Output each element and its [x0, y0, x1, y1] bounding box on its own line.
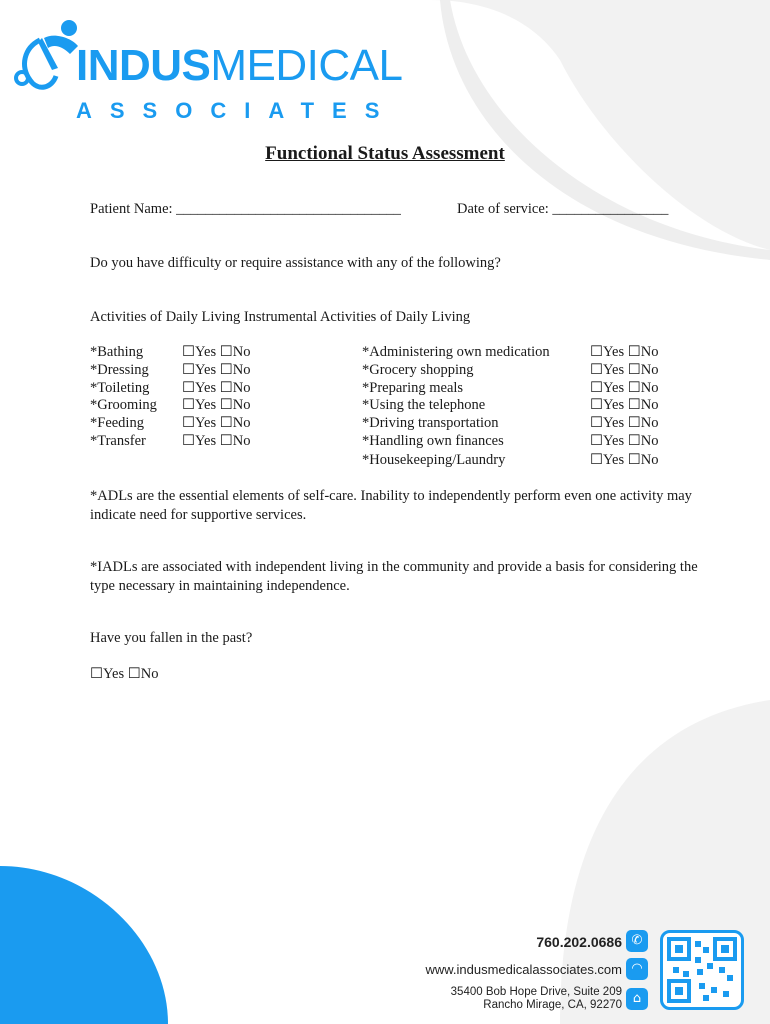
iadl-checkbox[interactable]: ☐Yes ☐No	[590, 380, 659, 396]
wifi-icon: ◠	[626, 958, 648, 980]
website-link[interactable]: www.indusmedicalassociates.com	[425, 962, 622, 977]
page-title: Functional Status Assessment	[265, 143, 505, 164]
iadl-checkbox[interactable]: ☐Yes ☐No	[590, 362, 659, 378]
iadl-label: *Housekeeping/Laundry	[362, 452, 506, 468]
address-line1: 35400 Bob Hope Drive, Suite 209	[450, 986, 622, 998]
iadl-label: *Administering own medication	[362, 344, 550, 360]
adl-label: *Toileting	[90, 380, 150, 396]
iadl-label: *Using the telephone	[362, 397, 486, 413]
fall-checkbox[interactable]: ☐Yes ☐No	[90, 666, 159, 682]
patient-name-field[interactable]: Patient Name: _______________________________	[90, 201, 401, 217]
iadl-note: *IADLs are associated with independent living in the community and provide a basis for considering the type necessary in maintaining independence.	[90, 559, 698, 594]
adl-label: *Bathing	[90, 344, 144, 360]
iadl-label: *Preparing meals	[362, 380, 464, 396]
address-line2: Rancho Mirage, CA, 92270	[483, 999, 622, 1011]
date-of-service-field[interactable]: Date of service: ________________	[457, 201, 669, 217]
iadl-checkbox[interactable]: ☐Yes ☐No	[590, 433, 659, 449]
fall-question: Have you fallen in the past?	[90, 630, 253, 646]
home-icon: ⌂	[626, 988, 648, 1010]
difficulty-question: Do you have difficulty or require assistance with any of the following?	[90, 255, 501, 271]
company-logo	[14, 18, 404, 123]
iadl-checkbox[interactable]: ☐Yes ☐No	[590, 452, 659, 468]
iadl-checkbox[interactable]: ☐Yes ☐No	[590, 344, 659, 360]
iadl-label: *Grocery shopping	[362, 362, 474, 378]
adl-label: *Grooming	[90, 397, 157, 413]
adl-checkbox[interactable]: ☐Yes ☐No	[182, 344, 251, 360]
adl-checkbox[interactable]: ☐Yes ☐No	[182, 362, 251, 378]
iadl-checkbox[interactable]: ☐Yes ☐No	[590, 415, 659, 431]
adl-label: *Dressing	[90, 362, 149, 378]
adl-label: *Feeding	[90, 415, 144, 431]
adl-checkbox[interactable]: ☐Yes ☐No	[182, 433, 251, 449]
logo-wordmark: INDUSMEDICAL	[76, 41, 403, 90]
iadl-label: *Driving transportation	[362, 415, 499, 431]
adl-label: *Transfer	[90, 433, 146, 449]
adl-note: *ADLs are the essential elements of self-care. Inability to independently perform even one activity may indicate need for supportive services.	[90, 488, 692, 523]
qr-code	[660, 930, 744, 1010]
logo-subtitle: ASSOCIATES	[76, 98, 398, 123]
stethoscope-icon	[14, 18, 84, 108]
iadl-checkbox[interactable]: ☐Yes ☐No	[590, 397, 659, 413]
section-header: Activities of Daily Living Instrumental Activities of Daily Living	[90, 309, 471, 325]
adl-checkbox[interactable]: ☐Yes ☐No	[182, 397, 251, 413]
iadl-label: *Handling own finances	[362, 433, 504, 449]
adl-checkbox[interactable]: ☐Yes ☐No	[182, 380, 251, 396]
phone-icon: ✆	[626, 930, 648, 952]
adl-checkbox[interactable]: ☐Yes ☐No	[182, 415, 251, 431]
phone-number: 760.202.0686	[536, 934, 622, 950]
